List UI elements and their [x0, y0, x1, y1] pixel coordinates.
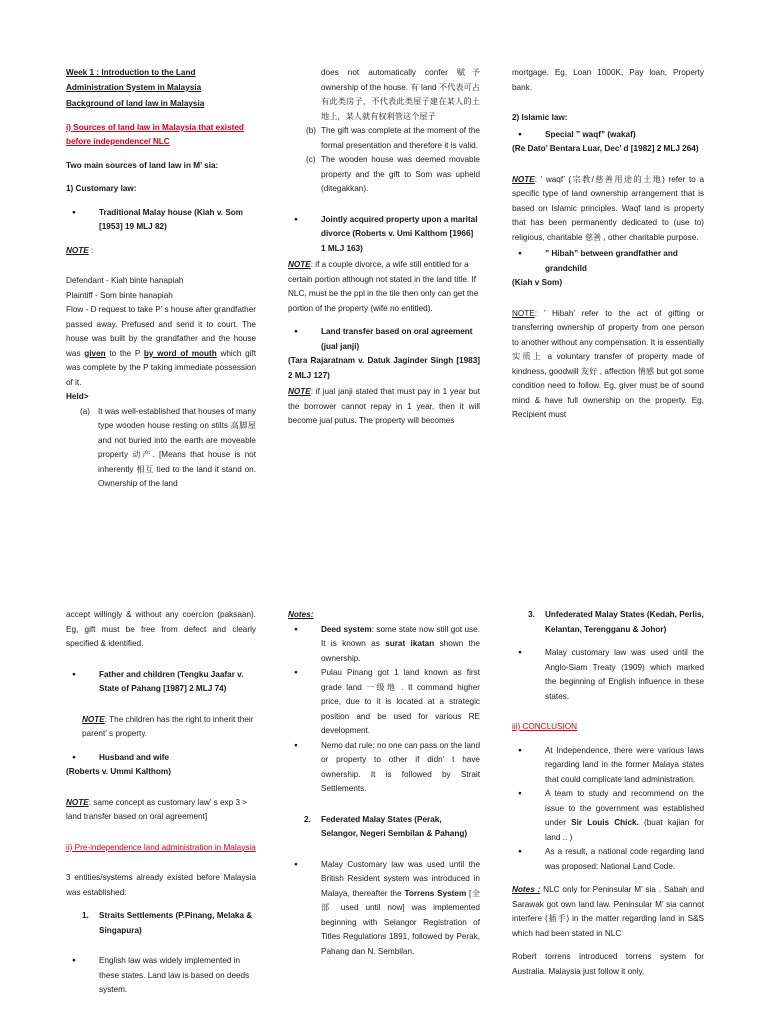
p1-col3 [512, 66, 704, 423]
case-roberts-v-umi: ● Jointly acquired property upon a marital divorce (Roberts v. Umi Kalthom [1966] 1 MLJ 163) [288, 213, 480, 257]
tara-citation: (Tara Rajaratnam v. Datuk Jaginder Singh [1983] 2 MLJ 127) [288, 356, 480, 380]
islamic-law-heading: 2) Islamic law: [512, 113, 568, 122]
notes-nlc: Notes : NLC only for Peninsular M’ sia . Sabah and Sarawak got own land law. Peninsular M’ sia cannot interfere (插手) in the matter regarding land in S&S which had been stated in NLC [512, 885, 704, 938]
robert-torrens: Robert torrens introduced torrens system for Australia. Malaysia just follow it only. [512, 952, 704, 976]
husband-wife-bullet: ● Husband and wife [66, 751, 256, 766]
husband-citation: (Roberts v. Ummi Kalthom) [66, 767, 171, 776]
notes-label: Notes: [288, 610, 314, 619]
case-jual-janji: ● Land transfer based on oral agreement (jual janji) [288, 325, 480, 354]
background-heading: Background of land law in Malaysia [66, 99, 205, 108]
week-heading-line2: Administration System in Malaysia [66, 82, 202, 92]
waqf-list [512, 128, 704, 143]
defendant: Defendant - Kiah binte hanapiah [66, 276, 184, 285]
coercion-continued: accept willingly & without any coercion (paksaan). Eg, gift must be free from defect and clearly specified & identified. [66, 610, 256, 648]
note-hibah: NOTE: ’ Hibah’ refer to the act of gifting or transferring ownership of property from one person to another without any compensation. It is essentially 实质上 a voluntary transfer of property made of kindness, goodwill 友好 , affection 情感 but got some condition need to follow. Eg, giver must be of sound mind & have full ownership on the property. Eg, Recipient must [512, 308, 704, 419]
note-waqf: NOTE: ’ waqf’ (宗教/慈善用途的土地) refer to a specific type of land ownership arrangement that is based on Islamic principles. Waqf land is property that has been permanently dedicated to (use to) religious, charitable 慈善 , other charitable purpose. [512, 174, 704, 242]
english-law-bullet: ● English law was widely implemented in these states. Land law is based on deeds system. [66, 954, 256, 998]
p2-col2 [288, 608, 480, 959]
plaintiff: Plaintiff - Som binte hanapiah [66, 290, 173, 300]
unfederated-states-item: 3. Unfederated Malay States (Kedah, Perlis, Kelantan, Terengganu & Johor) [528, 610, 704, 634]
federated-states-item: 2. Federated Malay States (Perak, Selangor, Negeri Sembilan & Pahang) [304, 814, 468, 838]
house-continued: does not automatically confer 赋予 ownership of the house. 有 land 不代表可占有此类房子，不代表此类屋子建在某人的土地上，某人就有权利管这个屋子 [321, 68, 480, 121]
torrens-bullet: ● Malay Customary law was used until the British Resident system was introduced in Malaya, thereafter the Torrens System [全部 used until now] was implemented beginning with Selangor Registration of Titles Regulations 1891, followed by Perak, Pahang dan N. Sembilan. [288, 858, 480, 960]
note-2: NOTE: if a couple divorce, a wife still entitled for a certain portion although not stated in the land title. If NLC, must be the ppl in the tile then only can get the portion of the property (wife no entitled). [288, 260, 479, 313]
deed-system-bullet: ● Deed system: some state now still got use. It is known as surat ikatan shown the ownership. [288, 623, 480, 667]
anglo-siam-bullet: ● Malay customary law was used until the Anglo-Siam Treaty (1909) which marked the beginning of English influence in these states. [512, 646, 704, 704]
customary-cases [66, 206, 256, 235]
p2-col1 [66, 608, 256, 998]
flow-text: Flow - D request to take P’ s house after grandfather passed away. Prefused and send it to court. The house was built by the grandfather and the house was given to the P by word of mouth which gift was complete by the P taking immediate possession of it. [66, 305, 256, 387]
p1-col2 [288, 66, 480, 429]
father-children-bullet: ● Father and children (Tengku Jaafar v. State of Pahang [1987] 2 MLJ 74) [66, 668, 256, 697]
note-children: NOTE: The children has the right to inherit their parent’ s property. [82, 714, 254, 738]
father-list [66, 668, 256, 697]
pulau-pinang-bullet: ● Pulau Pinang got 1 land known as first grade land 一级地 . It command higher price, due to it is located at a strategic position and be used for various RE development. [288, 666, 480, 739]
ufms-list [512, 646, 704, 704]
mortgage-continued: mortgage. Eg, Loan 1000K, Pay loan, Property bank. [512, 68, 704, 92]
english-list [66, 954, 256, 998]
case-kiah-v-som: ● Traditional Malay house (Kiah v. Som [1953] 19 MLJ 82) [66, 206, 256, 235]
two-sources: Two main sources of land law in M’ sia: [66, 160, 219, 170]
held-label: Held> [66, 392, 89, 401]
fms-list [288, 858, 480, 960]
waqf-bullet: ● Special ” waqf” (wakaf) [512, 128, 704, 143]
conclusion-heading: iii) CONCLUSION [512, 722, 578, 731]
note-3: NOTE: if jual janji stated that must pay in 1 year but the borrower cannot repay in 1 year, then it will become jual putus. The property will becomes [288, 387, 480, 425]
conclusion-1: ● At Independence, there were various laws regarding land in the former Malaya states that could complicate land administration. [512, 744, 704, 788]
p2-col3 [512, 608, 704, 979]
jual-janji-list [288, 325, 480, 354]
pre-independence-heading: ii) Pre-independence land administration in Malaysia [66, 842, 256, 852]
three-entities: 3 entities/systems already existed before Malaysia was established: [66, 873, 256, 897]
sources-heading: i) Sources of land law in Malaysia that existed before independence/ NLC [66, 122, 244, 146]
week-heading-line1: Week 1 : Introduction to the Land [66, 68, 196, 77]
note-1 [66, 244, 256, 259]
note-rest: : [88, 245, 94, 255]
held-a: (a) It was well-established that houses of many type wooden house resting on stilts 高脚屋 and not buried into the earth are moveable property 动产. [Means that house is not inherently 相互 tied to the land it stand on. Ownership of the land [80, 406, 256, 488]
p1-col1 [66, 66, 256, 492]
customary-law-heading: 1) Customary law: [66, 184, 137, 193]
conclusion-3: ● As a result, a national code regarding land was proposed: National Land Code. [512, 845, 704, 874]
hibah-citation: (Kiah v Som) [512, 278, 563, 287]
notes-list [288, 623, 480, 797]
husband-list [66, 751, 256, 766]
jointly-list [288, 213, 480, 257]
hibah-list [512, 247, 704, 276]
straits-settlements-item: 1. Straits Settlements (P.Pinang, Melaka & Singapura) [82, 911, 253, 935]
nemo-dat-bullet: ● Nemo dat rule: no one can pass on the land or property to other if didn’ t have ownership. It is followed by Strait Settlements. [288, 739, 480, 797]
conclusion-2: ● A team to study and recommend on the issue to the government was established under Sir Louis Chick. (buat kajian for land .. ) [512, 787, 704, 845]
held-b: (b) The gift was complete at the moment of the formal presentation and therefore it is valid. [306, 126, 480, 150]
waqf-citation: (Re Dato’ Bentara Luar, Dec’ d [1982] 2 MLJ 264) [512, 144, 699, 153]
note-husband: NOTE: same concept as customary law’ s exp 3 > land transfer based on oral agreement] [66, 797, 248, 821]
conclusion-list [512, 744, 704, 875]
hibah-bullet: ● ” Hibah” between grandfather and grandchild [512, 247, 704, 276]
held-c: (c) The wooden house was deemed movable property and the gift to Som was upheld (ditegakkan). [306, 155, 480, 193]
note-label: NOTE [66, 245, 89, 255]
